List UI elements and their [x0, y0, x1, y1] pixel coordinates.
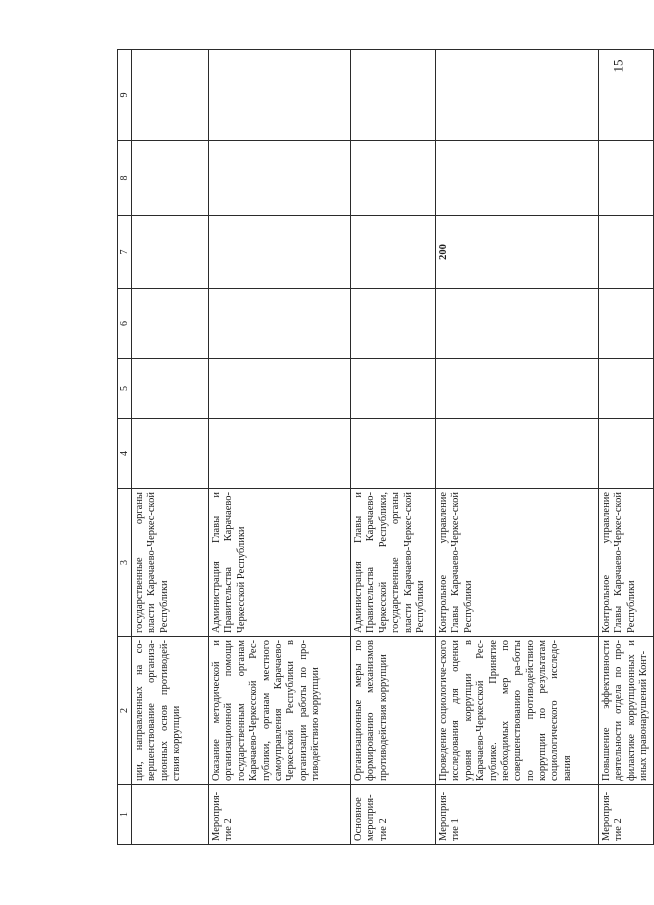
column-number: 8	[118, 141, 132, 216]
activity-name-cell: Повышение эффективности деятельности отдела по про-филактике коррупционных и иных правонарушений Конт-	[599, 637, 654, 785]
value-cell	[209, 141, 351, 216]
value-cell	[436, 141, 599, 216]
value-cell	[351, 141, 436, 216]
table-row	[351, 50, 436, 845]
page-number: 15	[610, 59, 626, 73]
value-cell	[132, 50, 209, 141]
value-cell	[132, 289, 209, 359]
column-number: 1	[118, 785, 132, 845]
activity-id-cell: Мероприя-тие 2	[599, 785, 654, 845]
value-cell	[599, 359, 654, 419]
table-row	[599, 50, 654, 845]
value-cell	[132, 359, 209, 419]
executor-cell: Администрация Главы и Правительства Карачаево-Черкесской Республики	[209, 489, 351, 637]
value-cell	[599, 141, 654, 216]
activity-name-cell: ции, направленных на со-вершенствование организа-ционных основ противодей-ствия коррупции	[132, 637, 209, 785]
value-cell	[351, 289, 436, 359]
value-cell	[132, 419, 209, 489]
value-cell	[436, 289, 599, 359]
value-cell	[209, 359, 351, 419]
column-number: 4	[118, 419, 132, 489]
activity-id-cell: Мероприя-тие 1	[436, 785, 599, 845]
value-cell	[209, 419, 351, 489]
table-row	[209, 50, 351, 845]
activity-id-cell: Основное мероприя-тие 2	[351, 785, 436, 845]
activity-name-cell: Оказание методической и организационной помощи государственным органам Карачаево-Черкесской Рес-публики, органам местного самоуправления Карачаево-Черкесской Республики в организации работы по про-тиводействию коррупции	[209, 637, 351, 785]
value-cell	[132, 216, 209, 289]
activity-name-cell: Проведение социологиче-ского исследования для оценки уровня коррупции в Карачаево-Черкесской Рес-публике. Принятие необходимых мер по совершенствованию ра-боты по противодействию коррупции по результатам социологического исследо-вания	[436, 637, 599, 785]
column-number: 2	[118, 637, 132, 785]
value-cell	[209, 50, 351, 141]
executor-cell: государственные органы власти Карачаево-Черкес-ской Республики	[132, 489, 209, 637]
activity-id-cell	[132, 785, 209, 845]
value-cell	[599, 419, 654, 489]
table-row	[132, 50, 209, 845]
column-number: 3	[118, 489, 132, 637]
activity-id-cell: Мероприя-тие 2	[209, 785, 351, 845]
executor-cell: Контрольное управление Главы Карачаево-Черкес-ской Республики	[436, 489, 599, 637]
value-cell	[209, 216, 351, 289]
program-activities-table	[117, 49, 654, 845]
table-row	[436, 50, 599, 845]
value-cell	[436, 419, 599, 489]
rotated-table-wrapper	[117, 50, 650, 845]
funding-value-cell: 200	[436, 216, 599, 289]
value-cell	[599, 50, 654, 141]
value-cell	[351, 50, 436, 141]
value-cell	[599, 216, 654, 289]
value-cell	[351, 359, 436, 419]
value-cell	[599, 289, 654, 359]
value-cell	[209, 289, 351, 359]
value-cell	[351, 419, 436, 489]
value-cell	[436, 359, 599, 419]
column-number: 5	[118, 359, 132, 419]
executor-cell: Администрация Главы и Правительства Карачаево-Черкесской Республики, государственные органы власти Карачаево-Черкес-ской Республики	[351, 489, 436, 637]
executor-cell: Контрольное управление Главы Карачаево-Черкес-ской Республики	[599, 489, 654, 637]
value-cell	[351, 216, 436, 289]
column-number: 9	[118, 50, 132, 141]
value-cell	[436, 50, 599, 141]
column-number-row	[118, 50, 132, 845]
activity-name-cell: Организационные меры по формированию механизмов противодействия коррупции	[351, 637, 436, 785]
value-cell	[132, 141, 209, 216]
column-number: 6	[118, 289, 132, 359]
column-number: 7	[118, 216, 132, 289]
